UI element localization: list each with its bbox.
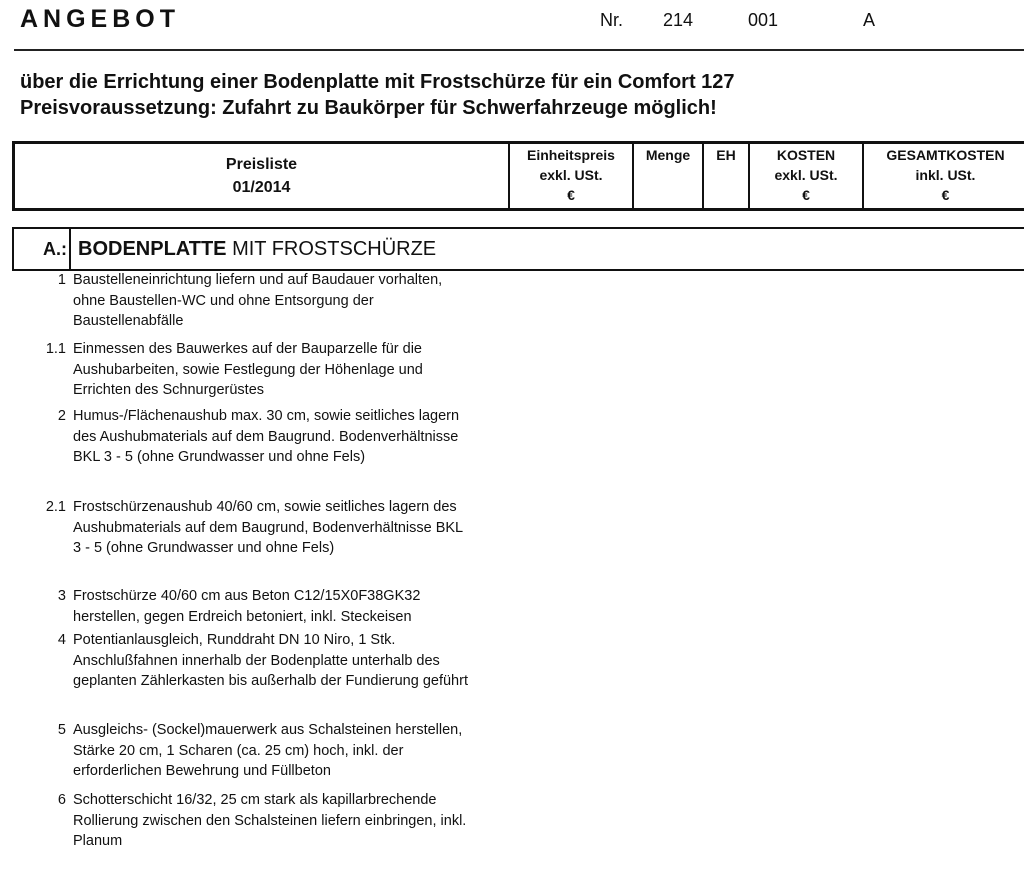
section-title-bold: BODENPLATTE — [78, 238, 227, 260]
unit-label: EH — [716, 147, 736, 163]
col-quantity — [632, 144, 702, 208]
col-total-cost — [862, 144, 1024, 208]
item-description-line: Baustelleneinrichtung liefern und auf Baudauer vorhalten, — [73, 272, 443, 288]
item-number: 4 — [57, 632, 66, 648]
item-description-line: Potentianlausgleich, Runddraht DN 10 Niro, 1 Stk. — [73, 632, 396, 648]
subject-line-2: Preisvoraussetzung: Zufahrt zu Baukörper für Schwerfahrzeuge möglich! — [20, 97, 717, 119]
cost-currency: € — [802, 187, 810, 203]
item-description-line: Planum — [73, 833, 123, 849]
document-title: ANGEBOT — [20, 5, 180, 33]
pricelist-date: 01/2014 — [232, 179, 291, 196]
item-description-line: Rollierung zwischen den Schalsteinen liefern einbringen, inkl. — [73, 812, 467, 829]
item-description — [73, 270, 518, 332]
item-description — [73, 339, 518, 401]
item-description-line: Humus-/Flächenaushub max. 30 cm, sowie seitliches lagern — [73, 408, 460, 424]
item-description-line: des Aushubmaterials auf dem Baugrund. Bodenverhältnisse — [73, 428, 459, 445]
item-description-line: Stärke 20 cm, 1 Scharen (ca. 25 cm) hoch, inkl. der — [73, 742, 404, 759]
item-description-line: Errichten des Schnurgerüstes — [73, 382, 265, 398]
subject-line-1: über die Errichtung einer Bodenplatte mit Frostschürze für ein Comfort 127 — [20, 71, 735, 93]
cost-tax-note: exkl. USt. — [774, 167, 838, 183]
item-number: 2.1 — [45, 499, 66, 515]
item-description-line: Aushubarbeiten, sowie Festlegung der Höhenlage und — [73, 361, 423, 378]
unit-price-tax-note: exkl. USt. — [539, 167, 603, 183]
section-title-rest: MIT FROSTSCHÜRZE — [226, 238, 437, 260]
item-number: 2 — [57, 408, 66, 424]
total-cost-currency: € — [941, 187, 950, 203]
item-description-line: geplanten Zählerkasten bis außerhalb der Fundierung geführt — [73, 673, 468, 689]
section-header — [12, 227, 1024, 271]
quantity-label: Menge — [645, 147, 691, 163]
item-description-line: erforderlichen Bewehrung und Füllbeton — [73, 763, 331, 779]
item-number: 1 — [57, 272, 66, 288]
section-code: A.: — [14, 229, 71, 269]
item-description-line: Frostschürzenaushub 40/60 cm, sowie seitliches lagern des — [73, 499, 457, 515]
header-divider — [14, 49, 1024, 51]
item-number: 6 — [57, 792, 66, 808]
item-description-line: Anschlußfahnen innerhalb der Bodenplatte unterhalb des — [73, 652, 440, 669]
col-pricelist — [15, 144, 508, 208]
item-description — [73, 720, 518, 782]
item-description-line: Schotterschicht 16/32, 25 cm stark als kapillarbrechende — [73, 792, 437, 808]
total-cost-label: GESAMTKOSTEN — [886, 147, 1005, 163]
item-description-line: herstellen, gegen Erdreich betoniert, inkl. Steckeisen — [73, 608, 412, 625]
item-description — [73, 586, 518, 627]
item-description-line: Ausgleichs- (Sockel)mauerwerk aus Schalsteinen herstellen, — [73, 722, 463, 738]
item-number: 3 — [57, 588, 66, 604]
pricelist-label: Preisliste — [225, 156, 298, 173]
table-header — [12, 141, 1024, 211]
item-description — [73, 497, 518, 559]
item-description-line: Frostschürze 40/60 cm aus Beton C12/15X0F38GK32 — [73, 588, 421, 604]
item-description — [73, 406, 518, 468]
col-unit — [702, 144, 748, 208]
col-cost — [748, 144, 862, 208]
cost-label: KOSTEN — [776, 147, 836, 163]
item-description-line: ohne Baustellen-WC und ohne Entsorgung der — [73, 292, 374, 309]
offer-number-part1: 214 — [663, 10, 694, 30]
offer-number-part2: 001 — [748, 10, 779, 30]
item-description-line: BKL 3 - 5 (ohne Grundwasser und ohne Fels) — [73, 449, 366, 465]
unit-price-currency: € — [567, 187, 575, 203]
unit-price-label: Einheitspreis — [527, 147, 615, 163]
total-cost-tax-note: inkl. USt. — [915, 167, 976, 183]
section-title — [78, 229, 436, 269]
item-number: 5 — [57, 722, 66, 738]
offer-number-label: Nr. — [600, 10, 624, 30]
item-description-line: 3 - 5 (ohne Grundwasser und ohne Fels) — [73, 540, 335, 556]
item-description-line: Baustellenabfälle — [73, 313, 184, 329]
item-description-line: Einmessen des Bauwerkes auf der Bauparzelle für die — [73, 341, 422, 357]
offer-variant: A — [863, 10, 876, 30]
item-description — [73, 790, 518, 852]
col-unit-price — [508, 144, 632, 208]
item-description-line: Aushubmaterials auf dem Baugrund, Bodenverhältnisse BKL — [73, 519, 464, 536]
item-description — [73, 630, 518, 692]
item-number: 1.1 — [45, 341, 66, 357]
